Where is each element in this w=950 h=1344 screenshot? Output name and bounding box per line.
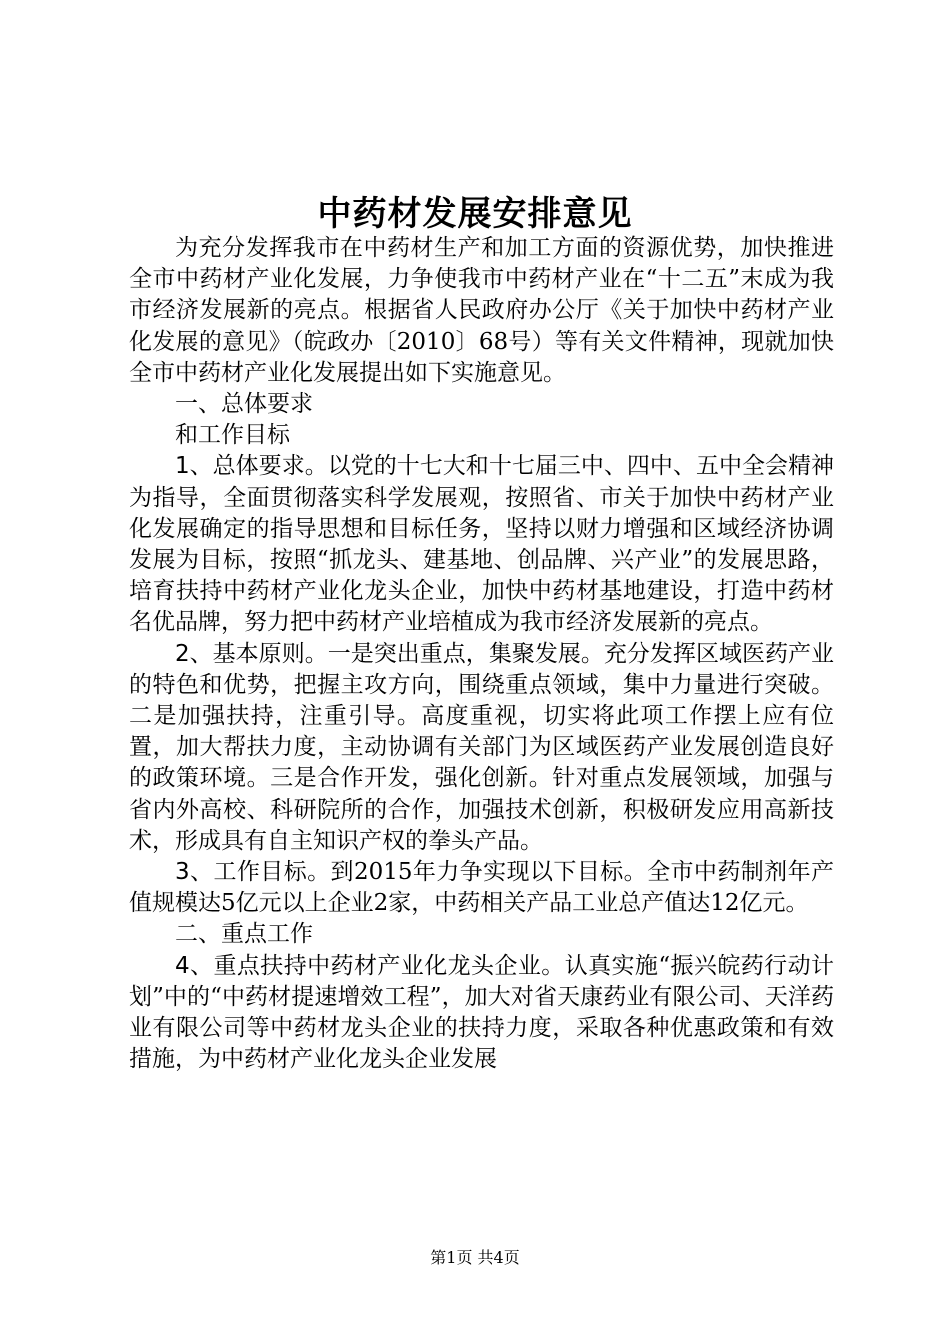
section-heading-1-continuation: 和工作目标 — [175, 422, 290, 449]
paragraph-item-4 — [129, 951, 834, 1076]
item-1-lead: 1、总体要求。 — [175, 453, 328, 480]
paragraph-item-2 — [129, 639, 834, 857]
item-2-text: 一是突出重点，集聚发展。充分发挥区域医药产业的特色和优势，把握主攻方向，围绕重点领域，集中力量进行突破。二是加强扶持，注重引导。高度重视，切实将此项工作摆上应有位置，加大帮扶力度，主动协调有关部门为区域医药产业发展创造良好的政策环境。三是合作开发，强化创新。针对重点发展领域，加强与省内外高校、科研院所的合作，加强技术创新，积极研发应用高新技术，形成具有自主知识产权的拳头产品。 — [129, 640, 835, 854]
item-2-lead: 2、基本原则。 — [175, 640, 328, 667]
item-3-lead: 3、工作目标。 — [175, 859, 331, 886]
document-title: 中药材发展安排意见 — [317, 194, 633, 234]
item-3-text: 到2015年力争实现以下目标。全市中药制剂年产值规模达5亿元以上企业2家，中药相关产品工业总产值达12亿元。 — [129, 859, 834, 917]
page-footer: 第1页 共4页 — [430, 1248, 520, 1267]
paragraph-item-1 — [129, 451, 834, 638]
item-4-lead: 4、重点扶持中药材产业化龙头企业。 — [175, 952, 565, 979]
document-body — [129, 233, 834, 1075]
section-heading-2: 二、重点工作 — [175, 921, 313, 948]
intro-paragraph: 为充分发挥我市在中药材生产和加工方面的资源优势，加快推进全市中药材产业化发展，力争使我市中药材产业在“十二五”末成为我市经济发展新的亮点。根据省人民政府办公厅《关于加快中药材产业化发展的意见》（皖政办〔2010〕68号）等有关文件精神，现就加快全市中药材产业化发展提出如下实施意见。 — [129, 235, 834, 386]
item-4-text: 认真实施“振兴皖药行动计划”中的“中药材提速增效工程”，加大对省天康药业有限公司、天洋药业有限公司等中药材龙头企业的扶持力度，采取各种优惠政策和有效措施，为中药材产业化龙头企业发展 — [129, 952, 835, 1073]
section-heading-1: 一、总体要求 — [175, 391, 313, 418]
paragraph-item-3 — [129, 857, 834, 919]
item-1-text: 以党的十七大和十七届三中、四中、五中全会精神为指导，全面贯彻落实科学发展观，按照省、市关于加快中药材产业化发展确定的指导思想和目标任务，坚持以财力增强和区域经济协调发展为目标，按照“抓龙头、建基地、创品牌、兴产业”的发展思路，培育扶持中药材产业化龙头企业，加快中药材基地建设，打造中药材名优品牌，努力把中药材产业培植成为我市经济发展新的亮点。 — [129, 453, 835, 636]
